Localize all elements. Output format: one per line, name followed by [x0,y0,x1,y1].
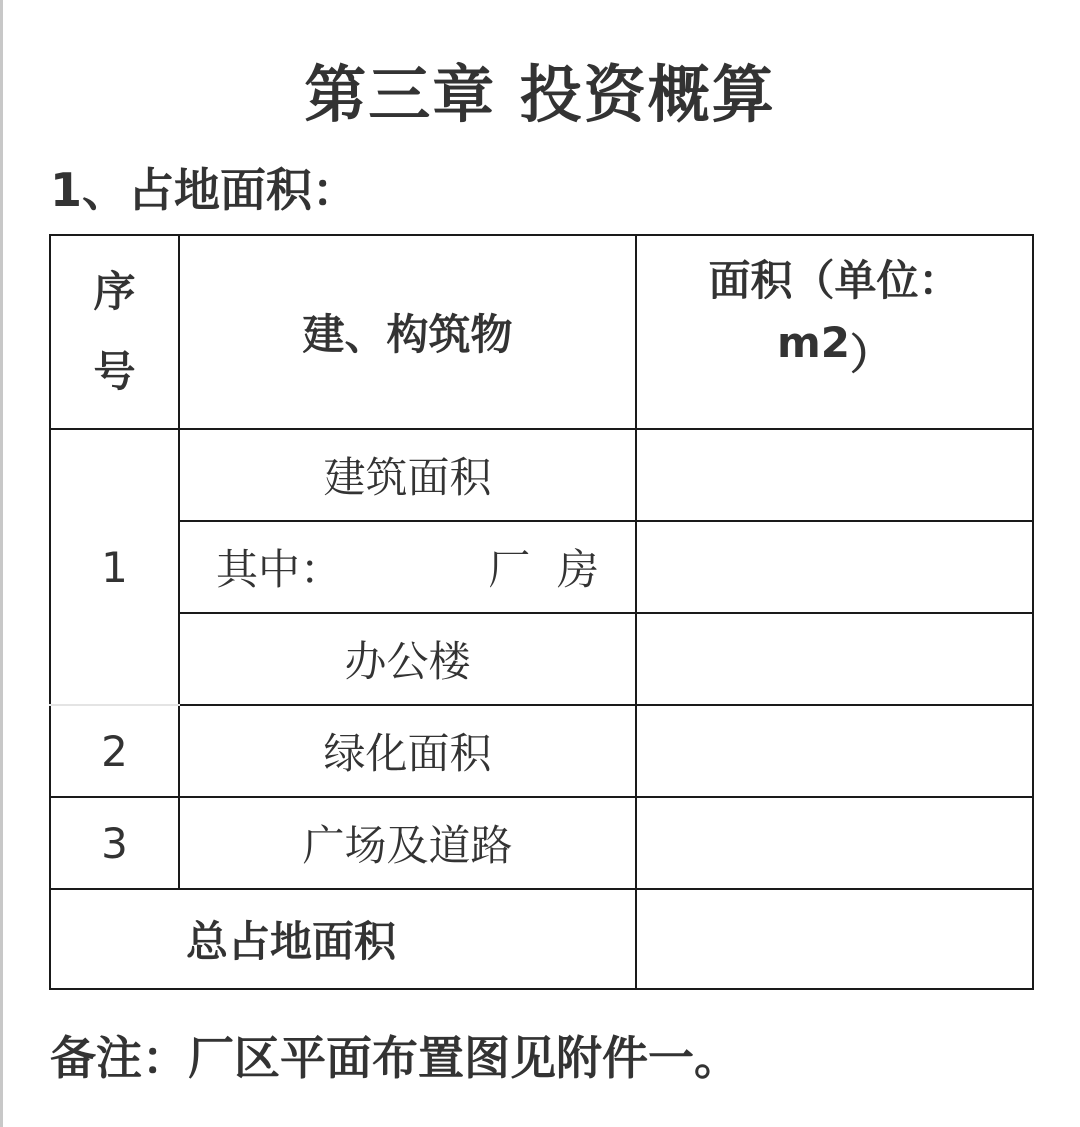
header-area-cell [636,235,1033,429]
item-cell: 广场及道路 [179,797,636,889]
header-area-unit-exponent: 2 [820,318,850,367]
value-cell [636,521,1033,613]
total-label-cell [50,889,636,989]
chapter-title: 第三章 投资概算 [304,58,776,131]
seq-cell-2: 2 [50,705,179,797]
item-cell: 办公楼 [179,613,636,705]
table-total-row [50,889,1033,989]
item-cell: 绿化面积 [179,705,636,797]
header-building-label: 建、构筑物 [302,310,513,359]
header-seq-cell [50,235,179,429]
header-area-label: 面积（单位：m [708,256,961,367]
total-value-cell [636,889,1033,989]
seq-cell-1: 1 [50,429,179,705]
item-suffix: 厂 房 [488,545,599,594]
land-area-table [49,234,1034,990]
value-cell [636,429,1033,521]
table-row [50,429,1033,521]
value-cell [636,797,1033,889]
table-row [50,797,1033,889]
value-cell [636,705,1033,797]
table-row [50,613,1033,705]
header-building-cell [179,235,636,429]
value-cell [636,613,1033,705]
seq-cell-3: 3 [50,797,179,889]
header-seq-line1: 序 [93,267,136,316]
header-area-close-paren: ） [849,330,892,379]
table-header-row [50,235,1033,429]
table-row [50,705,1033,797]
item-cell: 建筑面积 [179,429,636,521]
total-label: 总占地面积 [185,917,396,966]
item-prefix: 其中： [216,545,343,594]
page-left-edge [0,0,3,1127]
item-cell [179,521,636,613]
section-heading: 1、占地面积： [50,163,359,217]
table-row [50,521,1033,613]
header-seq-line2: 号 [93,347,136,396]
remark-note: 备注：厂区平面布置图见附件一。 [50,1031,740,1085]
